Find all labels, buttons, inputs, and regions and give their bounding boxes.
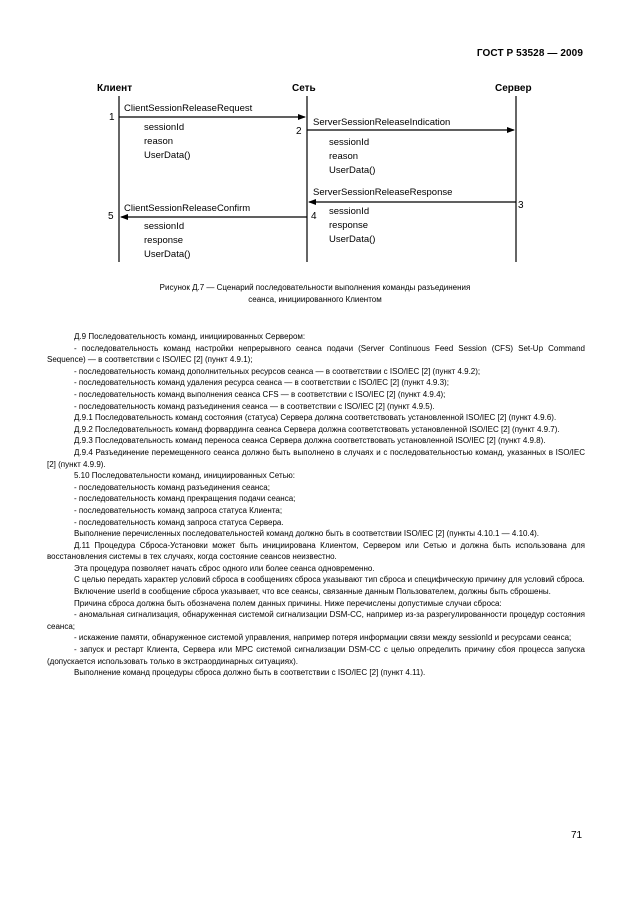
list-item: - последовательность команд разъединения сеанса;: [74, 482, 270, 492]
paragraph: Эта процедура позволяет начать сброс одного или более сеанса одновременно.: [74, 563, 375, 573]
lifeline-client-label: Клиент: [97, 83, 133, 94]
paragraph: Д.9.2 Последовательность команд форвардинга сеанса Сервера должна соответствовать установленной ISO/IEC [2] (пункт 4.9.7).: [74, 424, 560, 434]
message-server-release-response: ServerSessionReleaseResponse: [313, 187, 453, 198]
paragraph: Д.9.3 Последовательность команд переноса сеанса Сервера должна соответствовать установленной ISO/IEC [2] (пункт 4.9.8).: [74, 436, 546, 446]
list-item: - запуск и рестарт Клиента, Сервера или МРС системой сигнализации DSM-CC с целью определить причину сбоя процесса запуска (допускается использовать только в экстраординарных ситуациях).: [47, 645, 585, 666]
list-item: - последовательность команд настройки непрерывного сеанса подачи (Server Continuous Feed Session (CFS) Set-Up Command Sequence) — в соответствии с ISO/IEC [2] (пункт 4.9.1);: [47, 343, 585, 365]
step-number-3: 3: [518, 200, 524, 211]
paragraph: Д.9.1 Последовательность команд состояния (статуса) Сервера должна соответствовать установленной ISO/IEC [2] (пункт 4.9.6).: [74, 413, 557, 423]
list-item: - последовательность команд выполнения сеанса CFS — в соответствии с ISO/IEC [2] (пункт 4.9.4);: [74, 389, 446, 399]
paragraph: Выполнение перечисленных последовательностей команд должно быть в соответствии ISO/IEC [2] (пункты 4.10.1 — 4.10.4).: [74, 529, 540, 539]
paragraph: С целью передать характер условий сброса в сообщениях сброса указывают тип сброса и специфическую причину для условий сброса.: [74, 575, 585, 585]
step-number-2: 2: [296, 126, 302, 137]
param-reason: reason: [329, 151, 359, 162]
section-heading: Д.9 Последовательность команд, инициированных Сервером:: [74, 332, 306, 341]
list-item: - последовательность команд удаления ресурса сеанса — в соответствии с ISO/IEC [2] (пункт 4.9.3);: [74, 378, 449, 388]
paragraph: Включение userId в сообщение сброса указывает, что все сеансы, связанные данным Пользователем, должны быть сброшены.: [74, 587, 551, 597]
list-item: - последовательность команд прекращения подачи сеанса;: [74, 494, 296, 504]
param-userdata: UserData(): [329, 234, 376, 245]
param-sessionid: sessionId: [329, 137, 370, 148]
sequence-diagram: [0, 0, 630, 275]
step-number-4: 4: [311, 211, 317, 222]
list-item: - последовательность команд разъединения сеанса — в соответствии с ISO/IEC [2] (пункт 4.9.5).: [74, 401, 435, 411]
step-number-5: 5: [108, 211, 114, 222]
section-heading: 5.10 Последовательности команд, инициированных Сетью:: [74, 471, 296, 481]
param-response: response: [144, 235, 184, 246]
param-sessionid: sessionId: [144, 221, 185, 232]
message-server-release-indication: ServerSessionReleaseIndication: [313, 117, 451, 128]
message-client-release-confirm: ClientSessionReleaseConfirm: [124, 203, 251, 214]
param-response: response: [329, 220, 369, 231]
list-item: - аномальная сигнализация, обнаруженная системой сигнализации DSM-CC, например из-за разрегулированности процедур состояния сеанса;: [47, 610, 585, 631]
figure-caption: [80, 282, 550, 305]
param-sessionid: sessionId: [329, 206, 370, 217]
lifeline-network-label: Сеть: [292, 83, 316, 94]
step-number-1: 1: [109, 112, 115, 123]
param-userdata: UserData(): [144, 150, 191, 161]
list-item: - последовательность команд дополнительных ресурсов сеанса — в соответствии с ISO/IEC [2] (пункт 4.9.2);: [74, 366, 481, 376]
param-userdata: UserData(): [144, 249, 191, 260]
param-reason: reason: [144, 136, 174, 147]
document-header: ГОСТ Р 53528 — 2009: [476, 48, 583, 59]
message-client-release-request: ClientSessionReleaseRequest: [124, 103, 253, 114]
lifeline-server-label: Сервер: [495, 83, 532, 94]
list-item: - последовательность команд запроса статуса Сервера.: [74, 517, 284, 527]
paragraph: Выполнение команд процедуры сброса должно быть в соответствии с ISO/IEC [2] (пункт 4.11).: [74, 668, 426, 678]
caption-line: Рисунок Д.7 — Сценарий последовательности выполнения команды разъединения: [159, 283, 471, 292]
paragraph: Д.11 Процедура Сброса-Установки может быть инициирована Клиентом, Сервером или Сетью и должна быть использована для восстановления системы в тех случаях, когда состояние сеансов неизвестно.: [47, 540, 585, 562]
list-item: - искажение памяти, обнаруженное системой управления, например потеря информации связи между sessionId и ресурсами сеанса;: [74, 633, 572, 643]
document-body: [47, 331, 585, 679]
list-item: - последовательность команд запроса статуса Клиента;: [74, 505, 283, 515]
paragraph: Д.9.4 Разъединение перемещенного сеанса должно быть выполнено в случаях и с последовательностью команд, указанных в ISO/IEC [2] (пункт 4.9.9).: [47, 447, 585, 469]
param-userdata: UserData(): [329, 165, 376, 176]
caption-line: сеанса, инициированного Клиентом: [248, 294, 382, 304]
param-sessionid: sessionId: [144, 122, 185, 133]
page-number: 71: [571, 830, 583, 841]
paragraph: Причина сброса должна быть обозначена полем данных причины. Ниже перечислены допустимые случаи сброса:: [74, 598, 502, 608]
